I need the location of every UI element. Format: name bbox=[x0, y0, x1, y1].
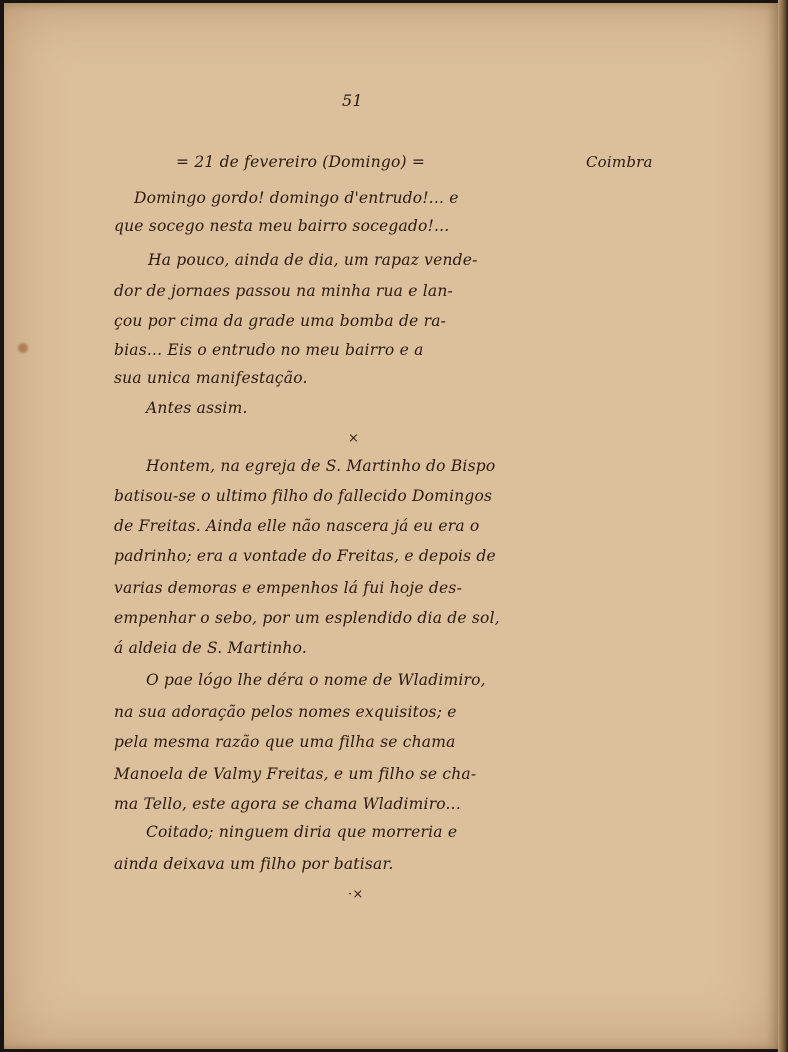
manuscript-page bbox=[4, 3, 780, 1049]
entry-place: Coimbra bbox=[586, 153, 653, 171]
text-line: batisou-se o ultimo filho do fallecido Domingos bbox=[114, 487, 493, 505]
text-line: na sua adoração pelos nomes exquisitos; e bbox=[114, 703, 457, 721]
text-line: pela mesma razão que uma filha se chama bbox=[114, 733, 456, 751]
section-separator: ·× bbox=[348, 887, 364, 902]
text-line: Hontem, na egreja de S. Martinho do Bispo bbox=[146, 457, 496, 475]
text-line: que socego nesta meu bairro socegado!... bbox=[114, 217, 450, 235]
text-line: Coitado; ninguem diria que morreria e bbox=[146, 823, 458, 841]
page-edge bbox=[778, 0, 788, 1052]
text-line: çou por cima da grade uma bomba de ra- bbox=[114, 312, 447, 330]
section-separator: × bbox=[348, 431, 360, 446]
text-line: sua unica manifestação. bbox=[114, 369, 308, 387]
text-line: de Freitas. Ainda elle não nascera já eu era o bbox=[114, 517, 480, 535]
text-line: O pae lógo lhe déra o nome de Wladimiro, bbox=[146, 671, 486, 689]
entry-date-heading: = 21 de fevereiro (Domingo) = bbox=[176, 153, 426, 171]
text-line: Domingo gordo! domingo d'entrudo!... e bbox=[134, 189, 459, 207]
text-line: Ha pouco, ainda de dia, um rapaz vende- bbox=[148, 251, 478, 269]
text-line: dor de jornaes passou na minha rua e lan- bbox=[114, 282, 453, 300]
text-line: ma Tello, este agora se chama Wladimiro... bbox=[114, 795, 461, 813]
text-line: varias demoras e empenhos lá fui hoje des- bbox=[114, 579, 463, 597]
text-line: padrinho; era a vontade do Freitas, e depois de bbox=[114, 547, 496, 565]
paper-stain bbox=[18, 343, 28, 353]
text-line: á aldeia de S. Martinho. bbox=[114, 639, 307, 657]
text-line: bias... Eis o entrudo no meu bairro e a bbox=[114, 341, 424, 359]
text-line: Antes assim. bbox=[146, 399, 248, 417]
text-line: ainda deixava um filho por batisar. bbox=[114, 855, 394, 873]
page-number: 51 bbox=[342, 91, 363, 110]
text-line: empenhar o sebo, por um esplendido dia de sol, bbox=[114, 609, 500, 627]
text-line: Manoela de Valmy Freitas, e um filho se cha- bbox=[114, 765, 477, 783]
